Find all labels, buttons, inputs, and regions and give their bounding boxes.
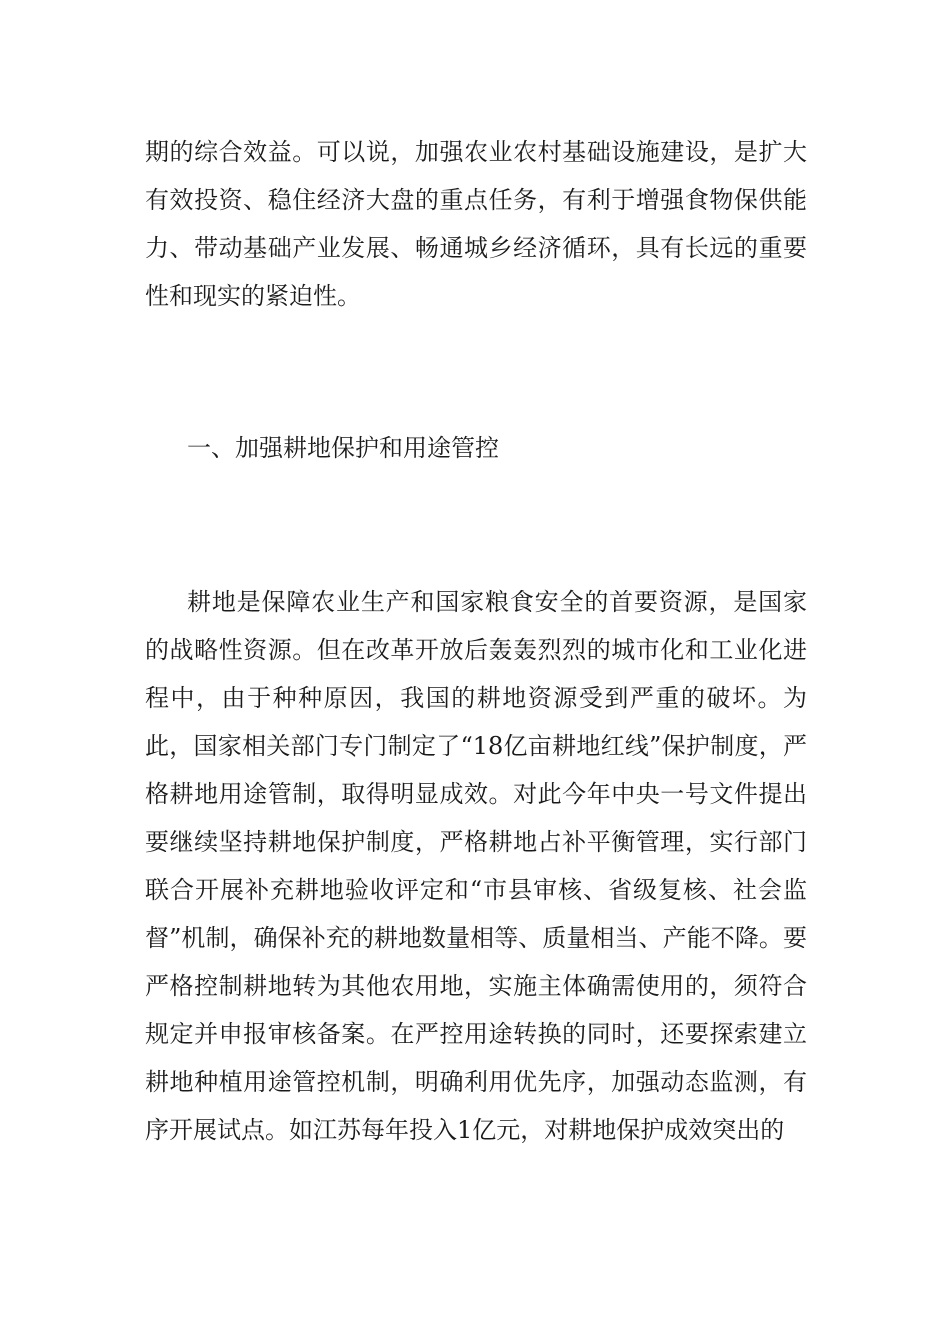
section-heading: 一、加强耕地保护和用途管控 <box>187 434 499 462</box>
paragraph-body: 耕地是保障农业生产和国家粮食安全的首要资源，是国家的战略性资源。但在改革开放后轰轰烈烈的城市化和工业化进程中，由于种种原因，我国的耕地资源受到严重的破坏。为此，国家相关部门专门制定了“18亿亩耕地红线”保护制度，严格耕地用途管制，取得明显成效。对此今年中央一号文件提出要继续坚持耕地保护制度，严格耕地占补平衡管理，实行部门联合开展补充耕地验收评定和“市县审核、省级复核、社会监督”机制，确保补充的耕地数量相等、质量相当、产能不降。要严格控制耕地转为其他农用地，实施主体确需使用的，须符合规定并申报审核备案。在严控用途转换的同时，还要探索建立耕地种植用途管控机制，明确利用优先序，加强动态监测，有序开展试点。如江苏每年投入1亿元，对耕地保护成效突出的 <box>145 588 807 1144</box>
paragraph-continued: 期的综合效益。可以说，加强农业农村基础设施建设，是扩大有效投资、稳住经济大盘的重点任务，有利于增强食物保供能力、带动基础产业发展、畅通城乡经济循环，具有长远的重要性和现实的紧迫性。 <box>145 138 807 310</box>
